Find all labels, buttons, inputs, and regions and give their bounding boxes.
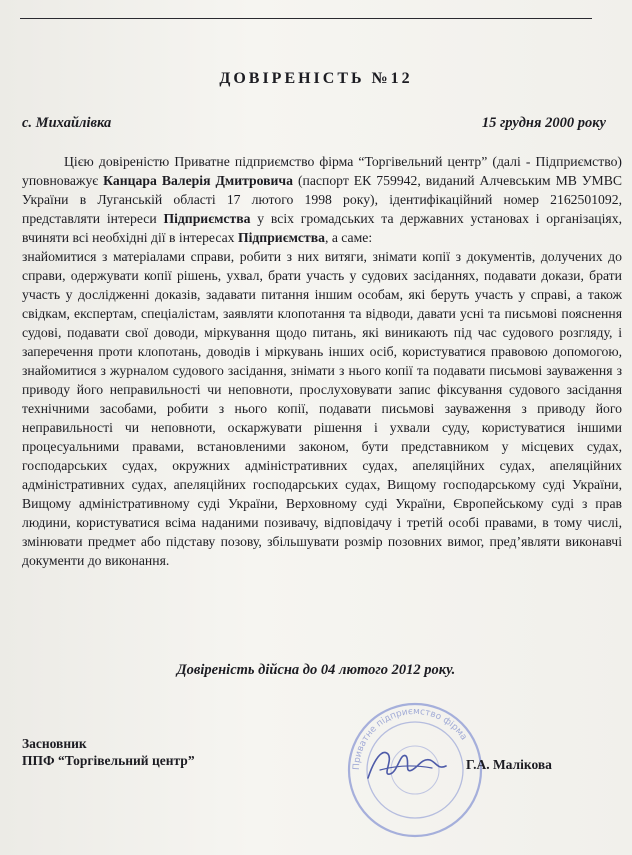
founder-org: ППФ “Торгівельний центр” bbox=[22, 753, 195, 768]
date: 15 грудня 2000 року bbox=[481, 115, 606, 131]
company-ref-2: Підприємства bbox=[237, 230, 325, 245]
founder-block bbox=[22, 735, 195, 769]
powers-paragraph: знайомитися з матеріалами справи, робити з них витяги, знімати копії з документів, долучених до справи, одержувати копії рішень, ухвал, брати участь у судових засіданнях, подавати докази, брати участь у дослідженні доказів, задавати питання іншим особам, які беруть участь у справі, а також свідкам, експертам, спеціалістам, заявляти клопотання та відводи, давати усні та письмові пояснення судові, подавати свої доводи, міркування щодо питань, які виникають під час судового розгляду, і заперечення проти клопотань, доводів і міркувань інших осіб, користуватися правовою допомогою, знайомитися з журналом судового засідання, знімати з нього копії та подавати письмові зауваження з приводу його неправильності чи неповноти, прослуховувати запис фіксування судового засідання технічними засобами, робити з нього копії, подавати письмові зауваження з приводу його неправильності чи неповноти, оскаржувати рішення і ухвали суду, користуватися іншими процесуальними правами, встановленими законом, бути представником у місцевих судах, господарських судах, окружних адміністративних судах, апеляційних судах, апеляційних адміністративних судах, апеляційних господарських судах, Вищому господарському суді України, Вищому адміністративному суді України, Верховному суді України, Європейському суді з прав людини, користуватися всіма наданими позивачу, відповідачу і третій особі правами, в тому числі, змінювати предмет або підставу позову, збільшувати розмір позовних вимог, пред’являти виконавчі документи до виконання. bbox=[22, 249, 622, 568]
document-body bbox=[22, 152, 622, 570]
place: с. Михайлівка bbox=[22, 115, 112, 131]
intro-text-4: , а саме: bbox=[324, 230, 373, 245]
director-name: Г.А. Малікова bbox=[466, 757, 552, 772]
document-title: ДОВІРЕНІСТЬ №12 bbox=[219, 70, 413, 87]
intro-text-3: у всіх громадських та державних установах і організаціях, вчиняти всі необхідні дії в інтересах bbox=[22, 211, 622, 245]
founder-label: Засновник bbox=[22, 736, 87, 751]
company-ref-1: Підприємства bbox=[163, 211, 251, 226]
intro-paragraph bbox=[22, 152, 622, 247]
top-rule bbox=[20, 18, 592, 19]
signature bbox=[360, 740, 450, 790]
intro-text-2: (паспорт ЕК 759942, виданий Алчевським МВ УМВС України в Луганській області 17 лютого 1998 року), ідентифікаційний номер 2162501092, представляти інтереси bbox=[22, 173, 622, 226]
intro-text-1: Цією довіреністю Приватне підприємство фірма “Торгівельний центр” (далі - Підприємство) уповноважує bbox=[22, 154, 622, 188]
validity-statement: Довіреність дійсна до 04 лютого 2012 року. bbox=[176, 662, 456, 678]
stamp-text: Приватне підприємство фірма bbox=[351, 706, 469, 771]
agent-name: Канцара Валерія Дмитровича bbox=[103, 173, 293, 188]
